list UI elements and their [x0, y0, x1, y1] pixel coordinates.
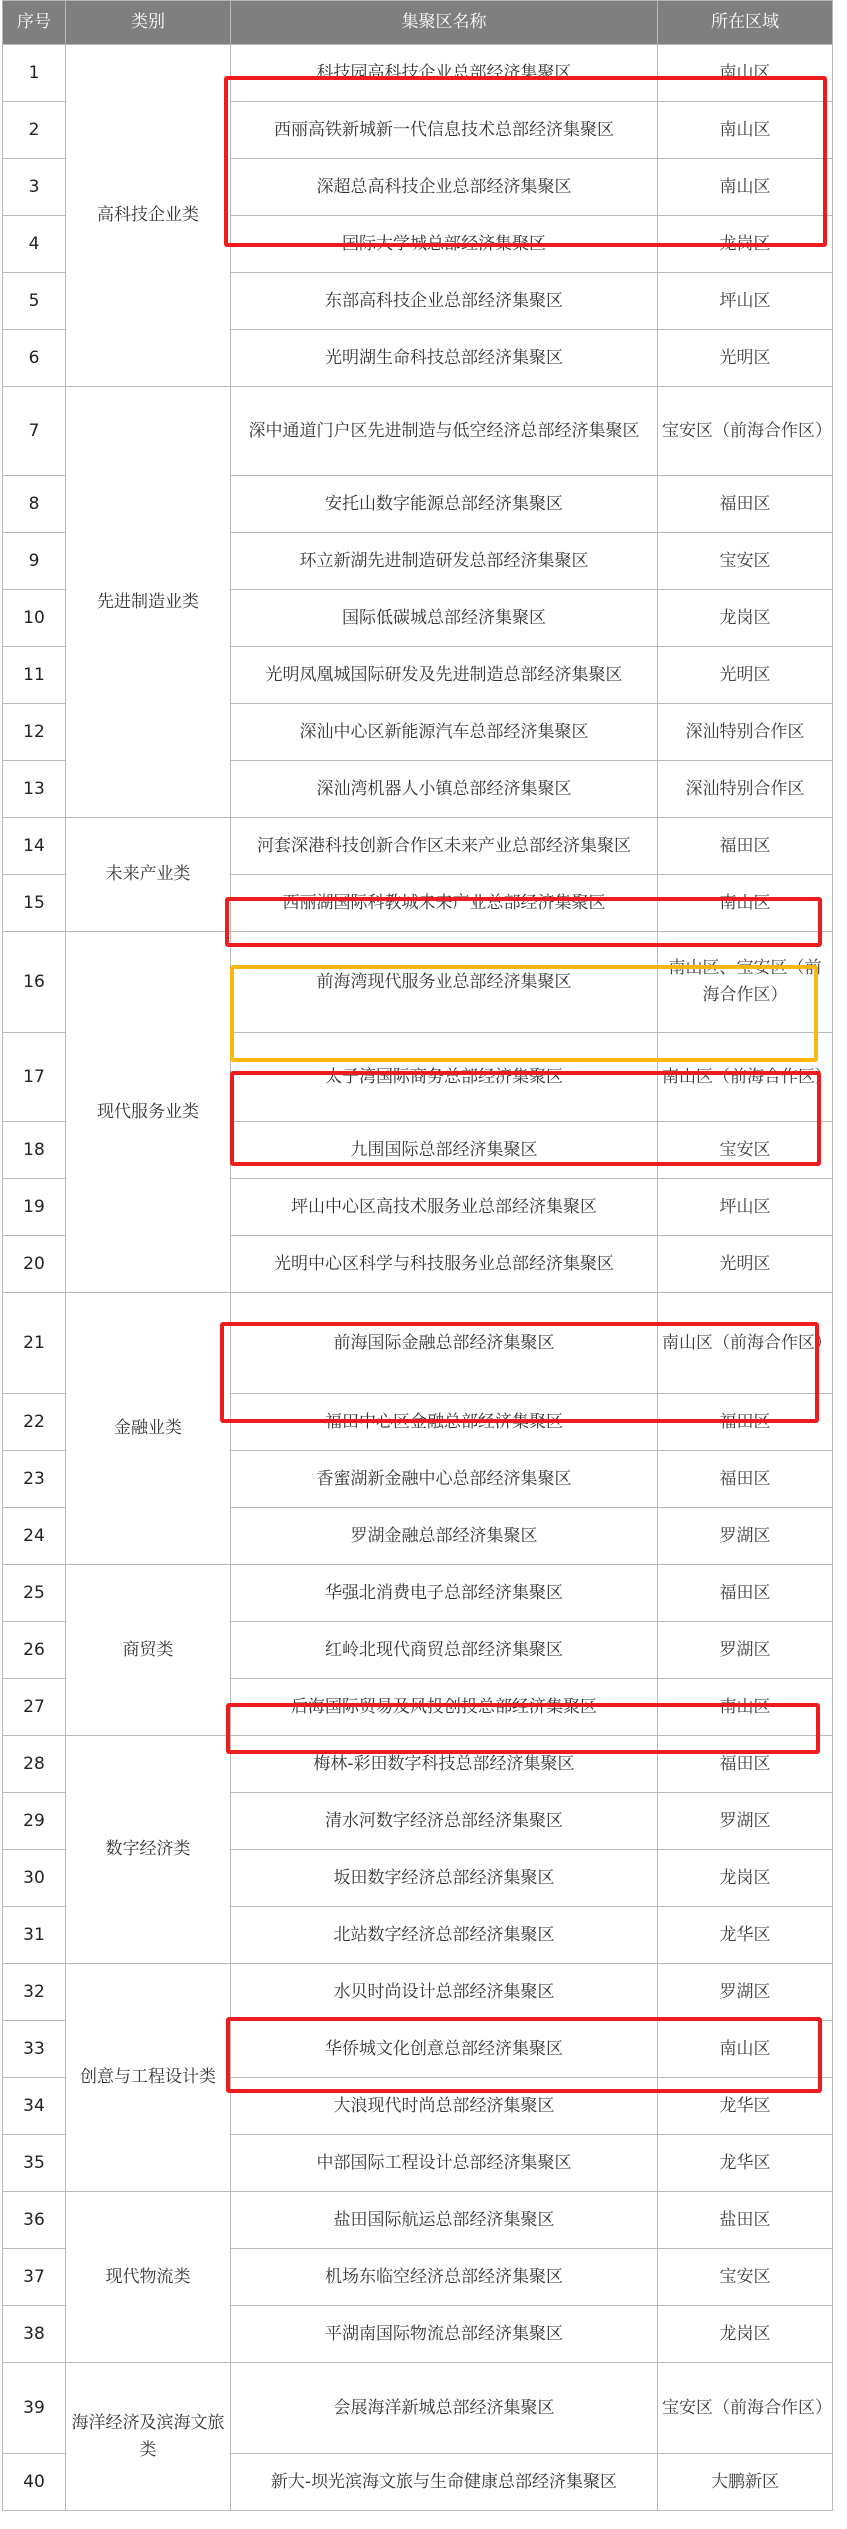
table-row — [3, 1964, 833, 2021]
cluster-area: 龙华区 — [658, 2135, 833, 2192]
row-index: 32 — [3, 1964, 66, 2021]
table-row — [3, 2363, 833, 2454]
category-cell: 商贸类 — [66, 1565, 231, 1736]
row-index: 30 — [3, 1850, 66, 1907]
header-area: 所在区域 — [658, 1, 833, 45]
cluster-name: 后海国际贸易及风投创投总部经济集聚区 — [231, 1679, 658, 1736]
cluster-area: 光明区 — [658, 330, 833, 387]
category-cell: 先进制造业类 — [66, 387, 231, 818]
row-index: 18 — [3, 1122, 66, 1179]
cluster-area: 南山区 — [658, 1679, 833, 1736]
category-cell: 高科技企业类 — [66, 45, 231, 387]
cluster-area: 福田区 — [658, 1565, 833, 1622]
cluster-name: 香蜜湖新金融中心总部经济集聚区 — [231, 1451, 658, 1508]
row-index: 13 — [3, 761, 66, 818]
cluster-area: 罗湖区 — [658, 1793, 833, 1850]
table-row — [3, 818, 833, 875]
row-index: 3 — [3, 159, 66, 216]
category-cell: 金融业类 — [66, 1293, 231, 1565]
cluster-area: 南山区（前海合作区） — [658, 1033, 833, 1122]
table-row — [3, 387, 833, 476]
cluster-name: 河套深港科技创新合作区未来产业总部经济集聚区 — [231, 818, 658, 875]
row-index: 38 — [3, 2306, 66, 2363]
cluster-name: 机场东临空经济总部经济集聚区 — [231, 2249, 658, 2306]
row-index: 11 — [3, 647, 66, 704]
cluster-area: 福田区 — [658, 476, 833, 533]
row-index: 21 — [3, 1293, 66, 1394]
row-index: 24 — [3, 1508, 66, 1565]
cluster-area: 福田区 — [658, 818, 833, 875]
row-index: 34 — [3, 2078, 66, 2135]
cluster-area: 南山区 — [658, 159, 833, 216]
table-row — [3, 2192, 833, 2249]
cluster-name: 国际低碳城总部经济集聚区 — [231, 590, 658, 647]
table-row — [3, 1565, 833, 1622]
header-row — [3, 1, 833, 45]
row-index: 8 — [3, 476, 66, 533]
cluster-name: 坂田数字经济总部经济集聚区 — [231, 1850, 658, 1907]
cluster-area: 罗湖区 — [658, 1622, 833, 1679]
cluster-name: 前海国际金融总部经济集聚区 — [231, 1293, 658, 1394]
cluster-name: 国际大学城总部经济集聚区 — [231, 216, 658, 273]
cluster-name: 九围国际总部经济集聚区 — [231, 1122, 658, 1179]
row-index: 1 — [3, 45, 66, 102]
cluster-area: 龙岗区 — [658, 590, 833, 647]
row-index: 39 — [3, 2363, 66, 2454]
row-index: 27 — [3, 1679, 66, 1736]
cluster-area: 坪山区 — [658, 273, 833, 330]
cluster-area: 福田区 — [658, 1736, 833, 1793]
cluster-name: 新大-坝光滨海文旅与生命健康总部经济集聚区 — [231, 2454, 658, 2511]
cluster-name: 深汕中心区新能源汽车总部经济集聚区 — [231, 704, 658, 761]
row-index: 12 — [3, 704, 66, 761]
cluster-name: 西丽高铁新城新一代信息技术总部经济集聚区 — [231, 102, 658, 159]
row-index: 37 — [3, 2249, 66, 2306]
table-row — [3, 1293, 833, 1394]
row-index: 19 — [3, 1179, 66, 1236]
cluster-area: 南山区 — [658, 102, 833, 159]
row-index: 4 — [3, 216, 66, 273]
row-index: 40 — [3, 2454, 66, 2511]
cluster-area: 龙岗区 — [658, 1850, 833, 1907]
cluster-area: 宝安区（前海合作区） — [658, 2363, 833, 2454]
cluster-name: 光明中心区科学与科技服务业总部经济集聚区 — [231, 1236, 658, 1293]
cluster-name: 北站数字经济总部经济集聚区 — [231, 1907, 658, 1964]
cluster-area: 大鹏新区 — [658, 2454, 833, 2511]
table-row — [3, 45, 833, 102]
cluster-name: 太子湾国际商务总部经济集聚区 — [231, 1033, 658, 1122]
cluster-area: 南山区（前海合作区） — [658, 1293, 833, 1394]
cluster-name: 大浪现代时尚总部经济集聚区 — [231, 2078, 658, 2135]
row-index: 36 — [3, 2192, 66, 2249]
cluster-area: 南山区 — [658, 875, 833, 932]
row-index: 29 — [3, 1793, 66, 1850]
cluster-area: 宝安区 — [658, 1122, 833, 1179]
cluster-name: 华侨城文化创意总部经济集聚区 — [231, 2021, 658, 2078]
cluster-name: 环立新湖先进制造研发总部经济集聚区 — [231, 533, 658, 590]
cluster-area: 南山区、宝安区（前海合作区） — [658, 932, 833, 1033]
cluster-name: 梅林-彩田数字科技总部经济集聚区 — [231, 1736, 658, 1793]
header-index: 序号 — [3, 1, 66, 45]
cluster-name: 福田中心区金融总部经济集聚区 — [231, 1394, 658, 1451]
cluster-name: 清水河数字经济总部经济集聚区 — [231, 1793, 658, 1850]
cluster-area: 光明区 — [658, 1236, 833, 1293]
header-category: 类别 — [66, 1, 231, 45]
row-index: 5 — [3, 273, 66, 330]
row-index: 35 — [3, 2135, 66, 2192]
table-row — [3, 932, 833, 1033]
category-cell: 海洋经济及滨海文旅类 — [66, 2363, 231, 2511]
row-index: 6 — [3, 330, 66, 387]
cluster-name: 深汕湾机器人小镇总部经济集聚区 — [231, 761, 658, 818]
row-index: 25 — [3, 1565, 66, 1622]
cluster-name: 东部高科技企业总部经济集聚区 — [231, 273, 658, 330]
cluster-area: 光明区 — [658, 647, 833, 704]
cluster-name: 光明凤凰城国际研发及先进制造总部经济集聚区 — [231, 647, 658, 704]
cluster-name: 西丽湖国际科教城未来产业总部经济集聚区 — [231, 875, 658, 932]
cluster-name: 平湖南国际物流总部经济集聚区 — [231, 2306, 658, 2363]
cluster-name: 红岭北现代商贸总部经济集聚区 — [231, 1622, 658, 1679]
row-index: 16 — [3, 932, 66, 1033]
cluster-name: 安托山数字能源总部经济集聚区 — [231, 476, 658, 533]
row-index: 23 — [3, 1451, 66, 1508]
row-index: 14 — [3, 818, 66, 875]
row-index: 9 — [3, 533, 66, 590]
cluster-name: 深中通道门户区先进制造与低空经济总部经济集聚区 — [231, 387, 658, 476]
cluster-name: 科技园高科技企业总部经济集聚区 — [231, 45, 658, 102]
cluster-area: 宝安区 — [658, 2249, 833, 2306]
category-cell: 未来产业类 — [66, 818, 231, 932]
header-name: 集聚区名称 — [231, 1, 658, 45]
cluster-area: 福田区 — [658, 1451, 833, 1508]
cluster-area: 罗湖区 — [658, 1964, 833, 2021]
row-index: 31 — [3, 1907, 66, 1964]
row-index: 10 — [3, 590, 66, 647]
cluster-area: 宝安区 — [658, 533, 833, 590]
cluster-name: 罗湖金融总部经济集聚区 — [231, 1508, 658, 1565]
cluster-name: 中部国际工程设计总部经济集聚区 — [231, 2135, 658, 2192]
category-cell: 数字经济类 — [66, 1736, 231, 1964]
row-index: 28 — [3, 1736, 66, 1793]
cluster-area: 龙岗区 — [658, 216, 833, 273]
cluster-area: 坪山区 — [658, 1179, 833, 1236]
cluster-table — [2, 0, 833, 2511]
cluster-area: 宝安区（前海合作区） — [658, 387, 833, 476]
category-cell: 现代服务业类 — [66, 932, 231, 1293]
row-index: 26 — [3, 1622, 66, 1679]
row-index: 7 — [3, 387, 66, 476]
row-index: 33 — [3, 2021, 66, 2078]
cluster-area: 福田区 — [658, 1394, 833, 1451]
cluster-name: 盐田国际航运总部经济集聚区 — [231, 2192, 658, 2249]
cluster-name: 会展海洋新城总部经济集聚区 — [231, 2363, 658, 2454]
cluster-area: 龙华区 — [658, 1907, 833, 1964]
category-cell: 现代物流类 — [66, 2192, 231, 2363]
cluster-area: 深汕特别合作区 — [658, 761, 833, 818]
cluster-name: 坪山中心区高技术服务业总部经济集聚区 — [231, 1179, 658, 1236]
cluster-name: 深超总高科技企业总部经济集聚区 — [231, 159, 658, 216]
cluster-area: 龙岗区 — [658, 2306, 833, 2363]
cluster-area: 罗湖区 — [658, 1508, 833, 1565]
row-index: 22 — [3, 1394, 66, 1451]
cluster-area: 南山区 — [658, 45, 833, 102]
table-row — [3, 1736, 833, 1793]
cluster-area: 深汕特别合作区 — [658, 704, 833, 761]
category-cell: 创意与工程设计类 — [66, 1964, 231, 2192]
row-index: 15 — [3, 875, 66, 932]
row-index: 20 — [3, 1236, 66, 1293]
cluster-name: 光明湖生命科技总部经济集聚区 — [231, 330, 658, 387]
cluster-name: 前海湾现代服务业总部经济集聚区 — [231, 932, 658, 1033]
row-index: 17 — [3, 1033, 66, 1122]
row-index: 2 — [3, 102, 66, 159]
cluster-area: 南山区 — [658, 2021, 833, 2078]
cluster-area: 龙华区 — [658, 2078, 833, 2135]
cluster-name: 水贝时尚设计总部经济集聚区 — [231, 1964, 658, 2021]
cluster-area: 盐田区 — [658, 2192, 833, 2249]
cluster-name: 华强北消费电子总部经济集聚区 — [231, 1565, 658, 1622]
